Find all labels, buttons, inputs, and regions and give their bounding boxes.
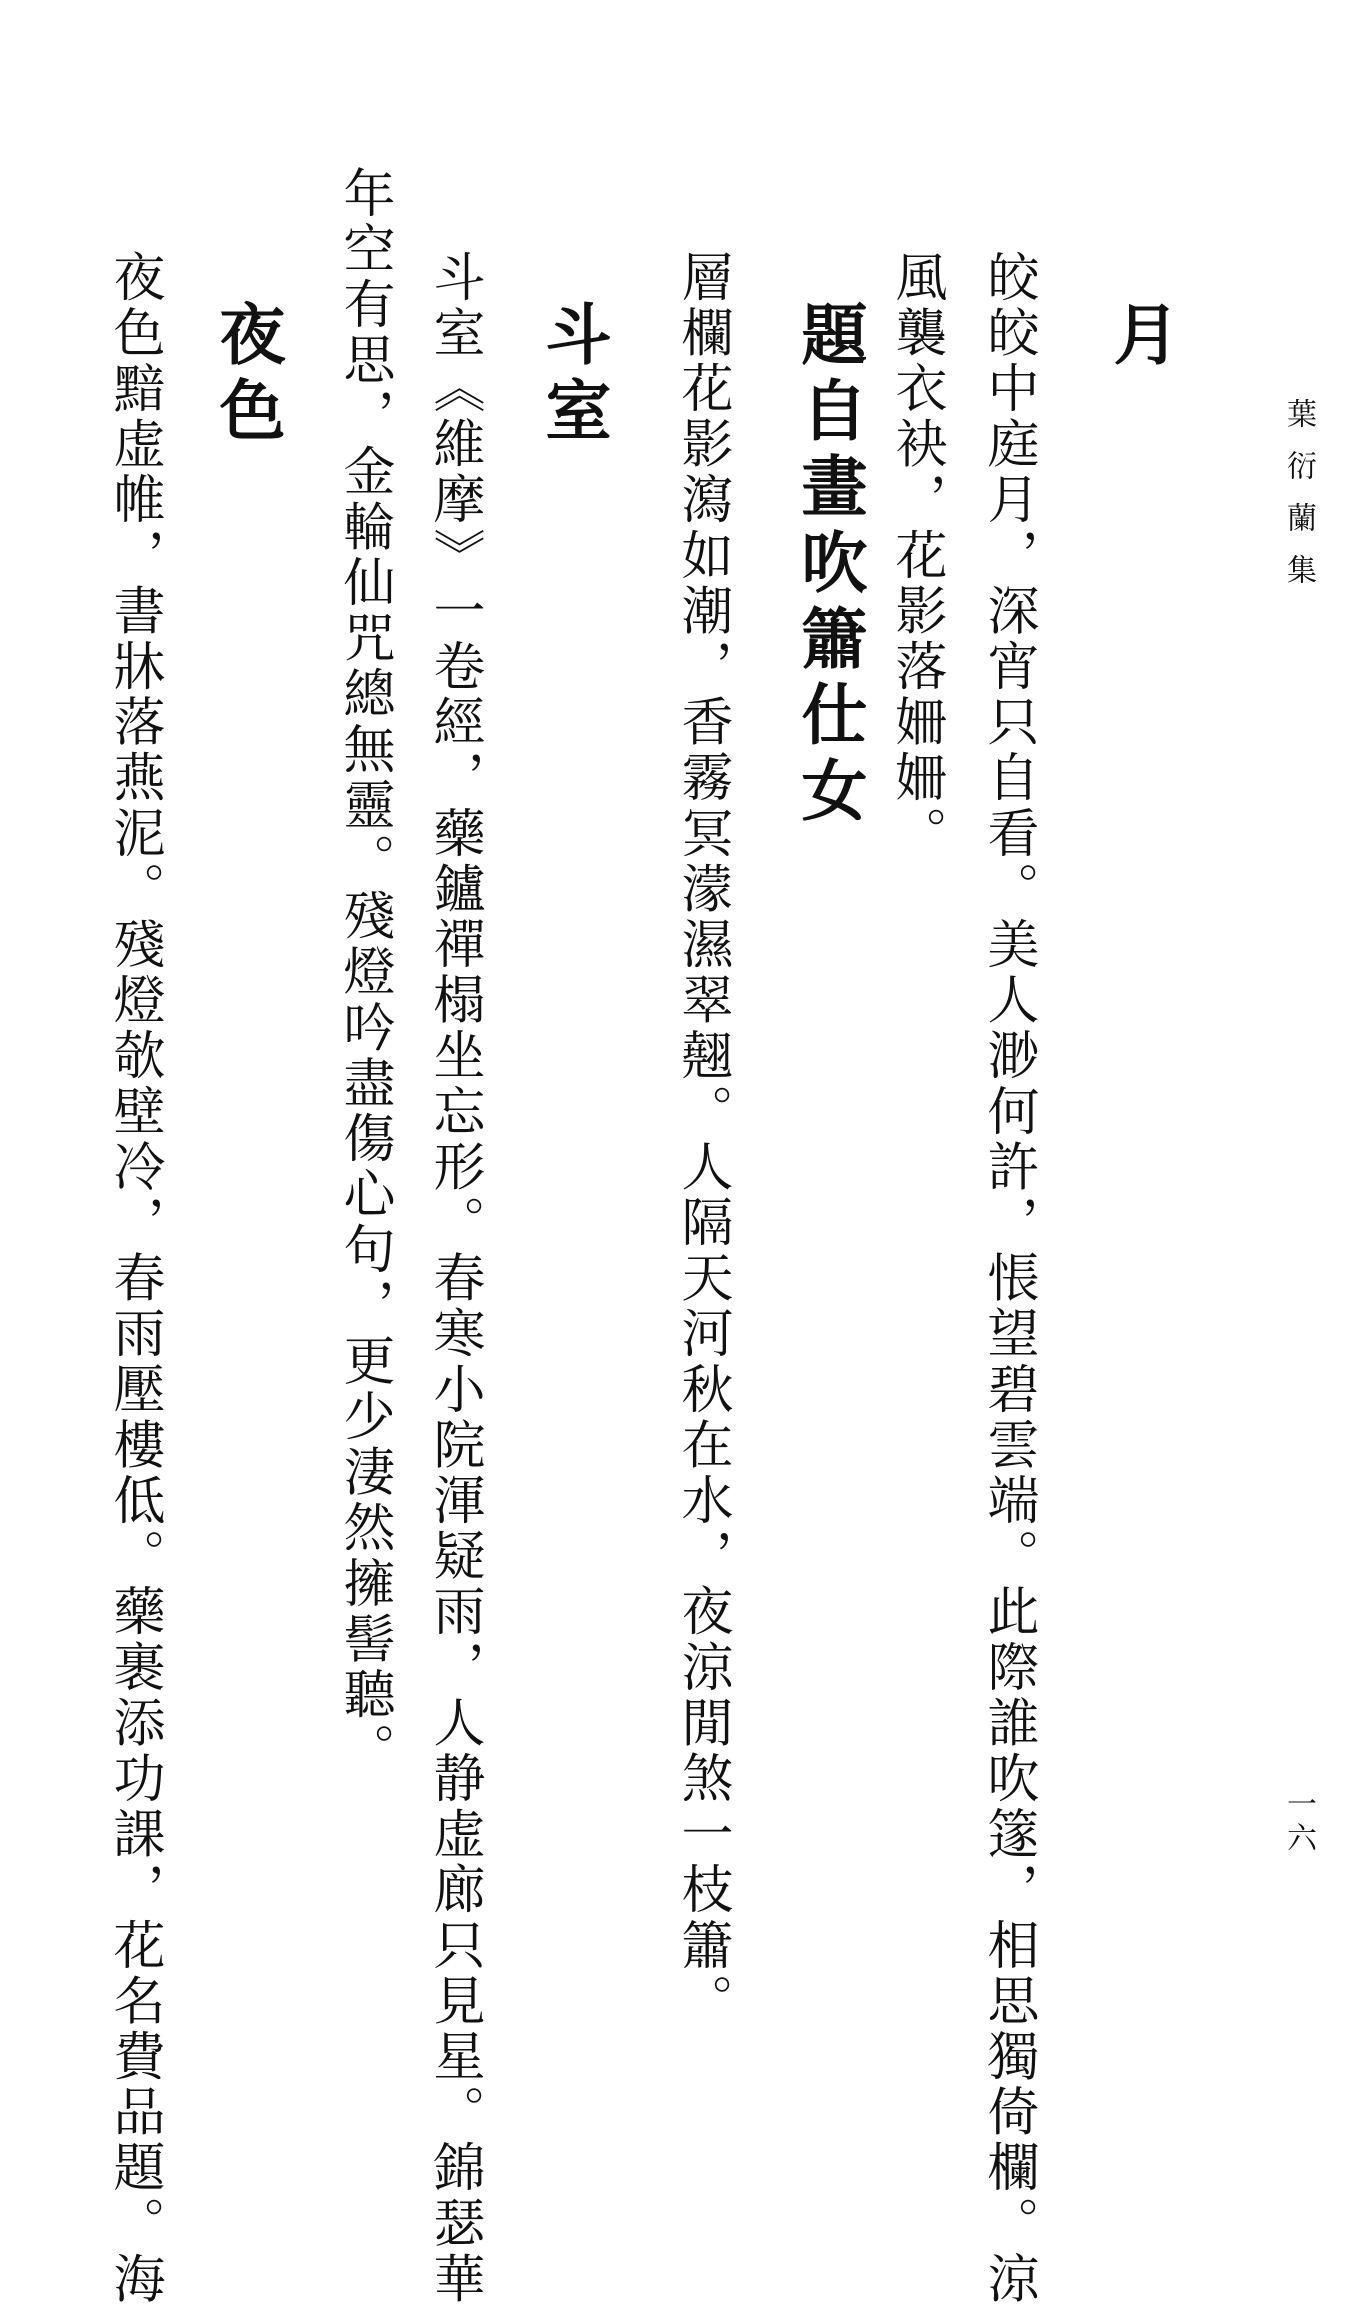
page-number: 一六 — [1281, 1788, 1316, 1856]
poem-yue-line-1: 皎皎中庭月，深宵只自看。美人渺何許，悵望碧雲端。此際誰吹篴，相思獨倚欄。涼 — [978, 250, 1038, 2307]
poem-title-yese: 夜色 — [208, 300, 286, 452]
poem-title-tihua: 題自畫吹簫仕女 — [790, 300, 868, 832]
poem-tihua-line-1: 層欄花影瀉如潮，香霧冥濛濕翠翹。人隔天河秋在水，夜涼閒煞一枝簫。 — [672, 250, 732, 2030]
poem-yue-line-2: 風襲衣袂，花影落姍姍。 — [886, 250, 946, 862]
poem-doushi-line-1: 斗室《維摩》一卷經，藥鑪禪榻坐忘形。春寒小院渾疑雨，人静虚廊只見星。錦瑟華 — [424, 250, 484, 2307]
poem-doushi-line-2: 年空有思，金輪仙咒總無靈。殘燈吟盡傷心句，更少淒然擁髻聽。 — [334, 166, 394, 1779]
poem-yese-line-1: 夜色黯虚帷，書牀落燕泥。殘燈欹壁冷，春雨壓樓低。藥裹添功課，花名費品題。海 — [104, 250, 164, 2307]
running-head-book-title: 葉衍蘭集 — [1281, 398, 1316, 606]
poem-title-yue: 月 — [1102, 300, 1180, 376]
poem-title-doushi: 斗室 — [534, 300, 612, 452]
